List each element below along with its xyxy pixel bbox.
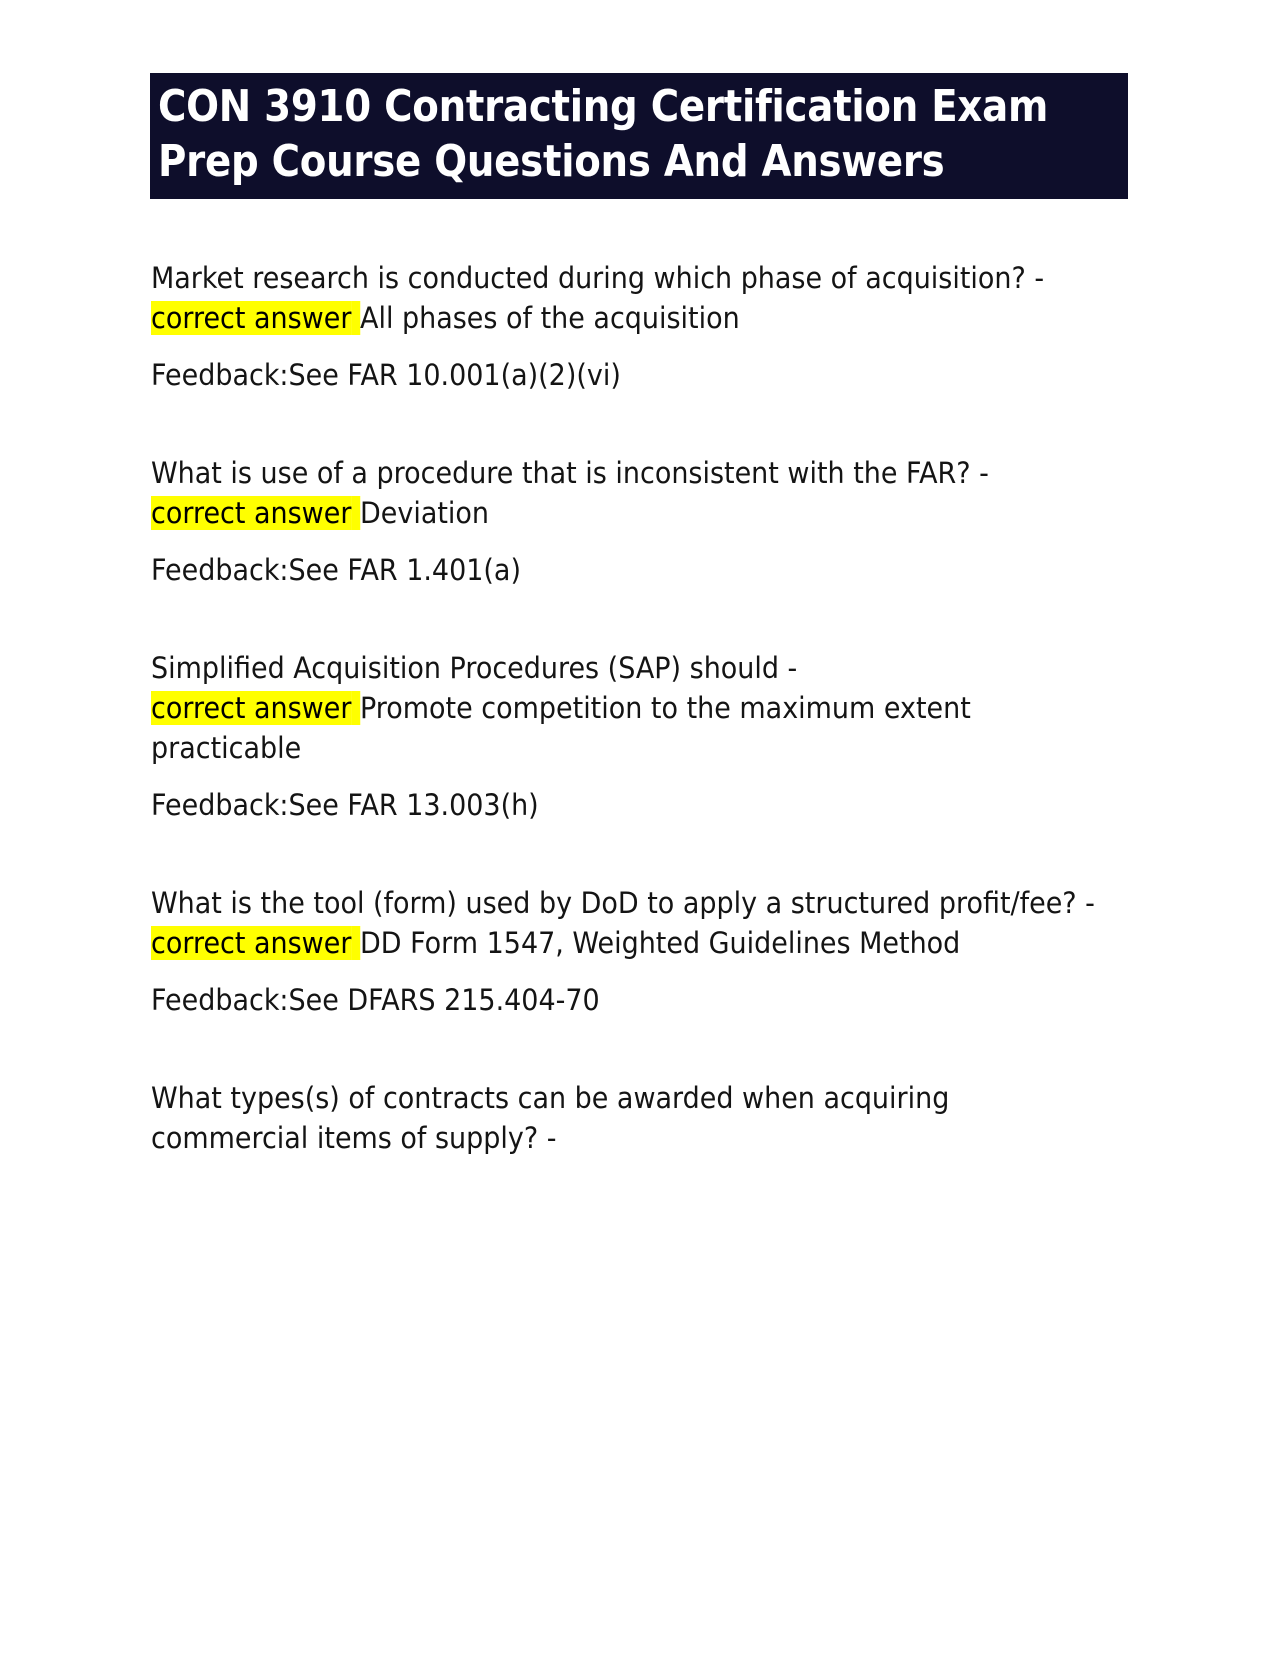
page-title: CON 3910 Contracting Certification Exam Prep Course Questions And Answers (158, 81, 1049, 187)
qa-block (151, 883, 1111, 1020)
question-text: What is use of a procedure that is inconsistent with the FAR? - (151, 456, 989, 490)
question-text: Simplified Acquisition Procedures (SAP) should - (151, 651, 798, 685)
document-body (151, 258, 1111, 1158)
qa-block (151, 258, 1111, 395)
correct-answer-highlight: correct answer (151, 301, 352, 335)
feedback-text: Feedback:See FAR 1.401(a) (151, 553, 521, 587)
answer-line (151, 923, 1111, 963)
feedback-text: Feedback:See DFARS 215.404-70 (151, 983, 600, 1017)
question-text: Market research is conducted during which phase of acquisition? - (151, 261, 1045, 295)
question-text: What is the tool (form) used by DoD to apply a structured profit/fee? - (151, 886, 1095, 920)
correct-answer-highlight: correct answer (151, 496, 352, 530)
document-title-banner (150, 73, 1128, 199)
answer-line (151, 493, 1111, 533)
qa-block (151, 1078, 1111, 1158)
question-text: What types(s) of contracts can be awarded when acquiring commercial items of supply? - (151, 1081, 950, 1155)
answer-line (151, 688, 1111, 768)
answer-text: DD Form 1547, Weighted Guidelines Method (360, 926, 961, 960)
feedback-text: Feedback:See FAR 10.001(a)(2)(vi) (151, 358, 621, 392)
answer-text: Deviation (360, 496, 490, 530)
answer-line (151, 298, 1111, 338)
qa-block (151, 453, 1111, 590)
correct-answer-highlight: correct answer (151, 926, 352, 960)
qa-block (151, 648, 1111, 825)
answer-text: Promote competition to the maximum extent practicable (151, 691, 971, 765)
answer-text: All phases of the acquisition (360, 301, 740, 335)
correct-answer-highlight: correct answer (151, 691, 352, 725)
feedback-text: Feedback:See FAR 13.003(h) (151, 788, 539, 822)
